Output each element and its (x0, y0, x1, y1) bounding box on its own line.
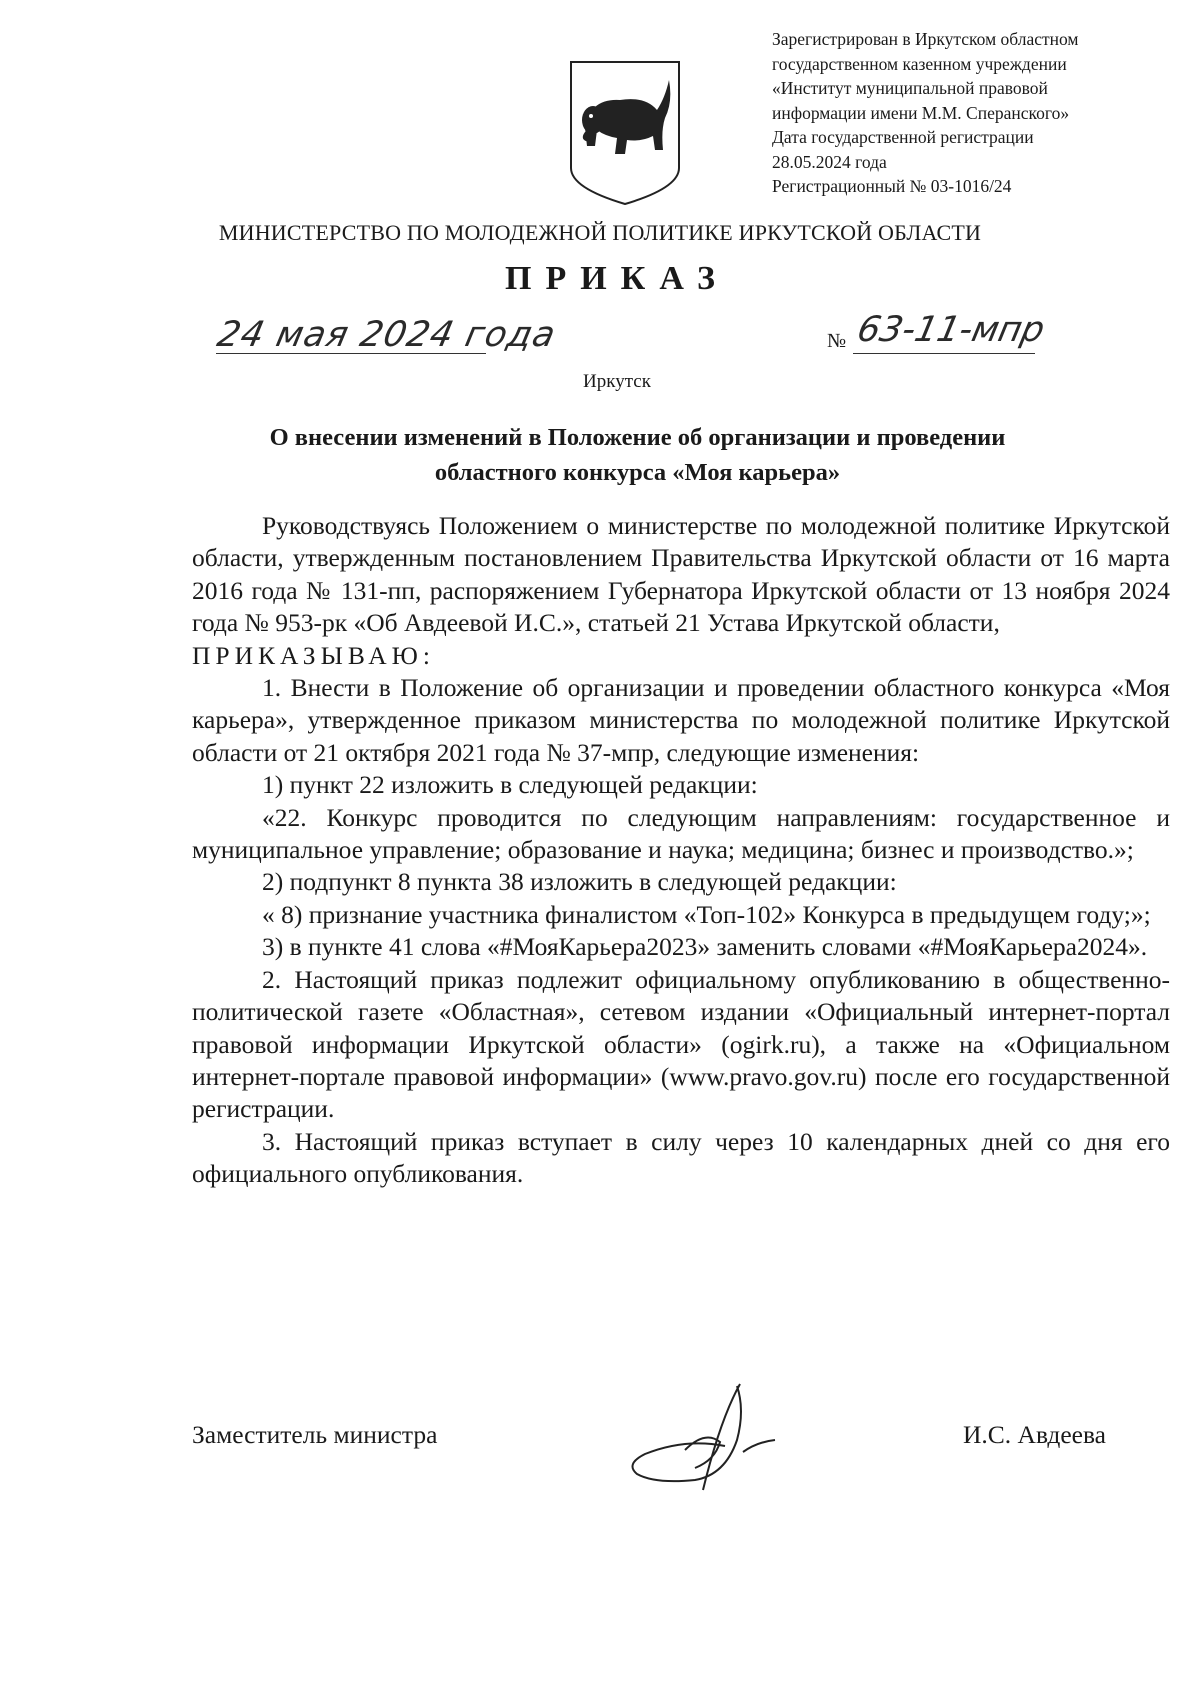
handwritten-date: 24 мая 2024 года (213, 315, 560, 355)
order-word: ПРИКАЗЫВАЮ: (192, 640, 435, 670)
registration-line: информации имени М.М. Сперанского» (772, 102, 1070, 123)
registration-line: Зарегистрирован в Иркутском областном (772, 29, 1079, 49)
registration-line: государственном казенном учреждении (772, 53, 1067, 74)
paragraph-1: 1. Внести в Положение об организации и проведении областного конкурса «Моя карьера», утвержденное приказом министерства по молодежной политике Иркутской области от 21 октября 2021 года № 37-мпр, следующие изменения: (192, 673, 1170, 767)
signer-name: И.С. Авдеева (963, 1420, 1107, 1449)
ministry-name: МИНИСТЕРСТВО ПО МОЛОДЕЖНОЙ ПОЛИТИКЕ ИРКУТСКОЙ ОБЛАСТИ (218, 220, 982, 245)
document-title (160, 420, 1115, 490)
registration-line: Дата государственной регистрации (772, 127, 1034, 147)
city: Иркутск (583, 371, 651, 392)
paragraph-3: 3. Настоящий приказ вступает в силу через 10 календарных дней со дня его официального опубликования. (192, 1126, 1170, 1189)
registration-date: 28.05.2024 года (772, 151, 887, 172)
registration-number: Регистрационный № 03-1016/24 (772, 176, 1012, 196)
document-body (192, 510, 1170, 1191)
handwritten-number: 63-11-мпр (853, 310, 1049, 350)
subitem-2: 2) подпункт 8 пункта 38 изложить в следующей редакции: (262, 867, 897, 897)
document-type: ПРИКАЗ (505, 260, 729, 297)
handwritten-signature (625, 1380, 785, 1495)
subitem-3: 3) в пункте 41 слова «#МояКарьера2023» заменить словами «#МояКарьера2024». (262, 932, 1148, 962)
preamble: Руководствуясь Положением о министерстве по молодежной политике Иркутской области, утвержденным постановлением Правительства Иркутской области от 16 марта 2016 года № 131-пп, распоряжением Губернатора Иркутской области от 13 ноября 2024 года № 953-рк «Об Авдеевой И.С.», статьей 21 Устава Иркутской области, (192, 511, 1170, 638)
registration-stamp (772, 27, 1165, 199)
signer-position: Заместитель министра (192, 1420, 438, 1449)
number-underline (853, 353, 1035, 354)
title-line: областного конкурса «Моя карьера» (434, 459, 841, 486)
coat-of-arms-icon (565, 58, 685, 208)
number-label: № (827, 330, 847, 352)
subitem-2-text: « 8) признание участника финалистом «Топ-102» Конкурса в предыдущем году;»; (262, 899, 1151, 929)
registration-line: «Институт муниципальной правовой (772, 78, 1048, 98)
date-underline (216, 353, 486, 354)
subitem-1-text: «22. Конкурс проводится по следующим направлениям: государственное и муниципальное управление; образование и наука; медицина; бизнес и производство.»; (192, 802, 1170, 865)
title-line: О внесении изменений в Положение об организации и проведении (269, 424, 1006, 451)
paragraph-2: 2. Настоящий приказ подлежит официальному опубликованию в общественно-политической газете «Областная», сетевом издании «Официальный интернет-портал правовой информации Иркутской области» (ogirk.ru), а также на «Официальном интернет-портале правовой информации» (www.pravo.gov.ru) после его государственной регистрации. (192, 964, 1170, 1124)
subitem-1: 1) пункт 22 изложить в следующей редакции: (262, 770, 758, 800)
